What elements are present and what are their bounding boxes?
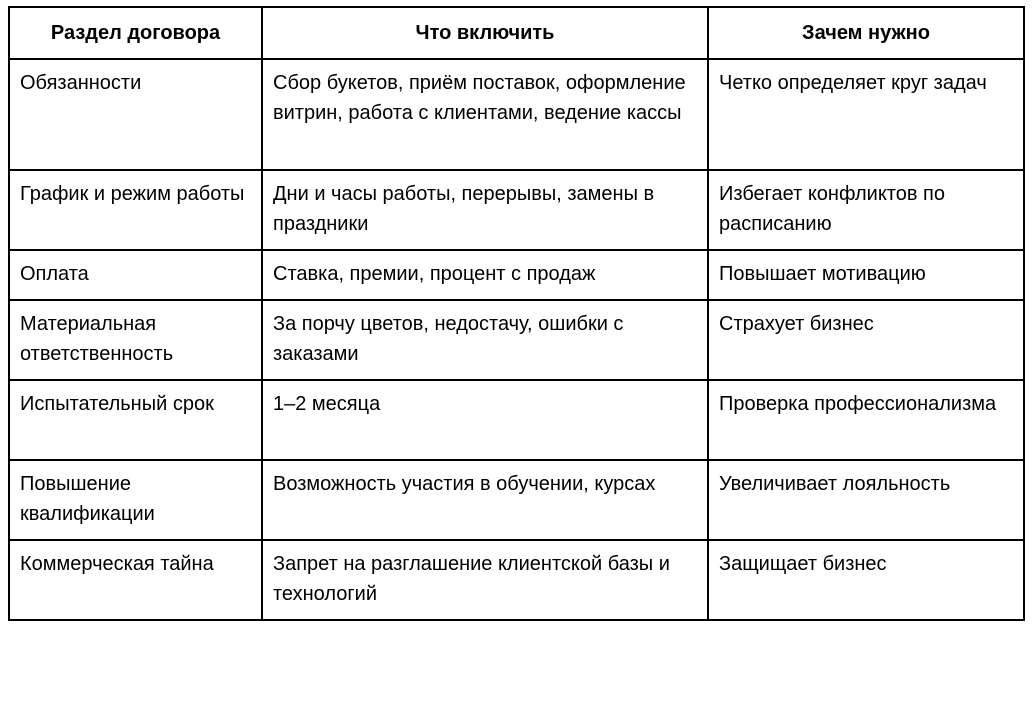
table-header-row bbox=[9, 7, 1024, 59]
cell-include: Сбор букетов, приём поставок, оформление витрин, работа с клиентами, ведение кассы bbox=[262, 59, 708, 170]
cell-reason: Четко определяет круг задач bbox=[708, 59, 1024, 170]
cell-section: Материальная ответственность bbox=[9, 300, 262, 380]
column-header-reason: Зачем нужно bbox=[708, 7, 1024, 59]
cell-include: Возможность участия в обучении, курсах bbox=[262, 460, 708, 540]
table-row bbox=[9, 250, 1024, 300]
cell-reason: Повышает мотивацию bbox=[708, 250, 1024, 300]
cell-section: График и режим работы bbox=[9, 170, 262, 250]
contract-sections-table bbox=[8, 6, 1025, 621]
table-row bbox=[9, 540, 1024, 620]
cell-include: За порчу цветов, недостачу, ошибки с заказами bbox=[262, 300, 708, 380]
cell-section: Испытательный срок bbox=[9, 380, 262, 460]
cell-section: Обязанности bbox=[9, 59, 262, 170]
cell-reason: Страхует бизнес bbox=[708, 300, 1024, 380]
table-row bbox=[9, 460, 1024, 540]
cell-include: 1–2 месяца bbox=[262, 380, 708, 460]
cell-section: Повышение квалификации bbox=[9, 460, 262, 540]
table-row bbox=[9, 59, 1024, 170]
cell-section: Оплата bbox=[9, 250, 262, 300]
column-header-section: Раздел договора bbox=[9, 7, 262, 59]
cell-reason: Увеличивает лояльность bbox=[708, 460, 1024, 540]
cell-reason: Избегает конфликтов по расписанию bbox=[708, 170, 1024, 250]
cell-include: Ставка, премии, процент с продаж bbox=[262, 250, 708, 300]
cell-section: Коммерческая тайна bbox=[9, 540, 262, 620]
table-row bbox=[9, 170, 1024, 250]
cell-reason: Проверка профессионализма bbox=[708, 380, 1024, 460]
column-header-include: Что включить bbox=[262, 7, 708, 59]
cell-include: Дни и часы работы, перерывы, замены в праздники bbox=[262, 170, 708, 250]
cell-reason: Защищает бизнес bbox=[708, 540, 1024, 620]
cell-include: Запрет на разглашение клиентской базы и технологий bbox=[262, 540, 708, 620]
table-row bbox=[9, 300, 1024, 380]
table-row bbox=[9, 380, 1024, 460]
contract-table-container bbox=[8, 6, 1025, 621]
